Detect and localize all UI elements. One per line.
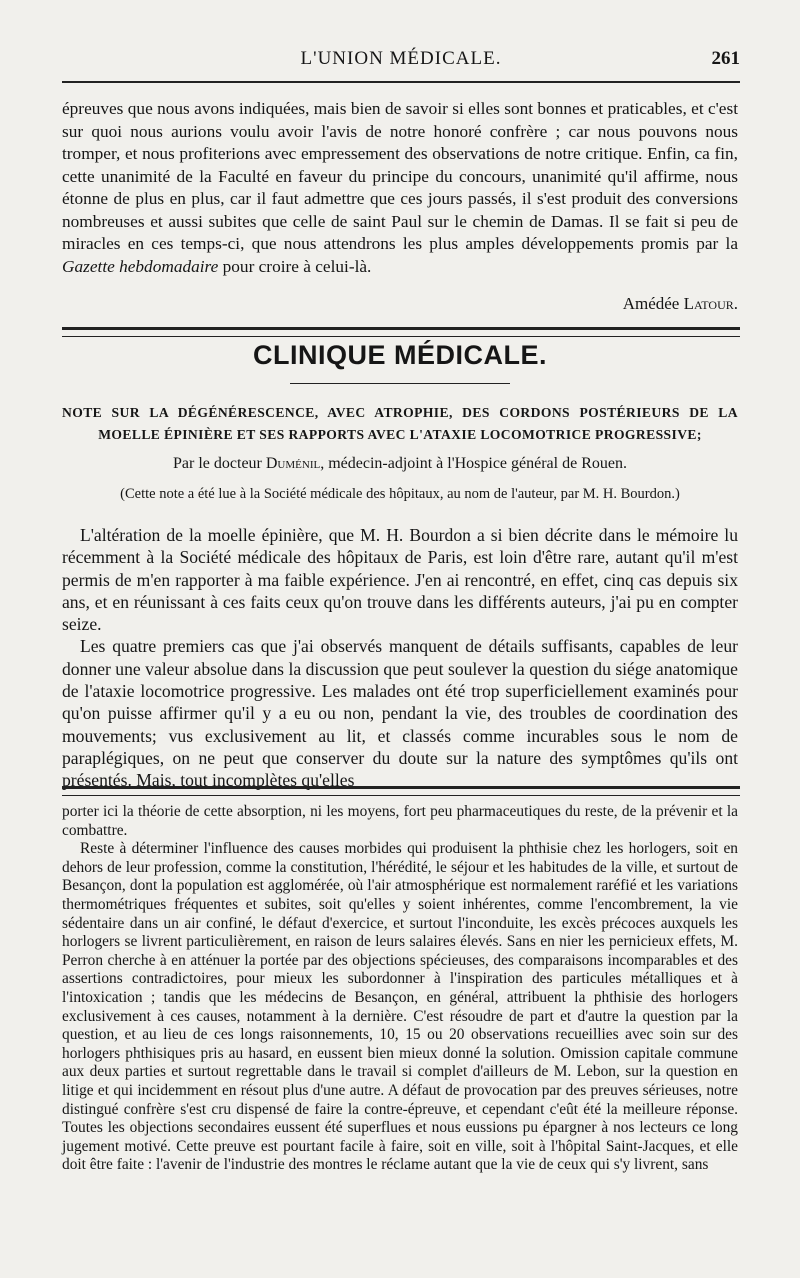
- page-number: 261: [711, 48, 740, 69]
- signature-last-name: Latour.: [683, 294, 738, 313]
- journal-name: Gazette hebdomadaire: [62, 256, 219, 276]
- signature-first-name: Amédée: [622, 294, 680, 313]
- intro-text-start: épreuves que nous avons indiquées, mais bien de savoir si elles sont bonnes et praticables, et c'est sur quoi nous aurions voulu avoir l'avis de notre honoré confrère ; car nous pouvons nous tromper, et nous profiterions avec empressement des observations de notre critique. Enfin, ca fin, cette unanimité de la Faculté en faveur du principe du concours, unanimité qu'il affirme, nous étonne de plus en plus, car il faut admettre que ces jours passés, il s'est produit des conversions nombreuses et aussi subites que celle de saint Paul sur le chemin de Damas. Il se fait si peu de miracles en ces temps-ci, que nous attendrons les plus amples développements promis par la: [62, 99, 738, 253]
- running-head: [62, 48, 740, 74]
- section-title: CLINIQUE MÉDICALE.: [252, 340, 547, 370]
- header-rule: [62, 81, 740, 83]
- byline: [62, 455, 738, 473]
- article-body: [62, 524, 738, 792]
- section-title-underline: [290, 383, 510, 384]
- byline-prefix: Par le docteur: [173, 455, 262, 472]
- signature: [623, 294, 738, 314]
- running-title: L'UNION MÉDICALE.: [300, 48, 502, 69]
- author-name: Duménil,: [265, 455, 325, 472]
- feuilleton-paragraph: Reste à déterminer l'influence des causes morbides qui produisent la phthisie chez les horlogers, soit en dehors de leur profession, comme la constitution, l'hérédité, le séjour et les habitudes de la ville, et surtout de Besançon, dont la population est agglomérée, où l'air atmosphérique est normalement raréfié et les variations thermométriques fréquentes et subites, soit qu'elles y soient inhérentes, comme l'encombrement, la vie sédentaire dans un air confiné, le défaut d'exercice, et surtout l'inconduite, les excès précoces auxquels les horlogers se livrent particulièrement, en raison de leurs salaires élevés. Sans en nier les pernicieux effets, M. Perron cherche à en atténuer la portée par des objections spécieuses, des comparaisons incomparables et des assertions contradictoires, pour mieux les subordonner à l'inspiration des particules métalliques et à l'intoxication ; tandis que les médecins de Besançon, en général, attribuent la phthisie des horlogers exclusivement à ces causes, notamment à la dernière. C'est résoudre de part et d'autre la question par la question, et au lieu de ces longs raisonnements, 10, 15 ou 20 observations recueillies avec soin sur des horlogers phthisiques pris au hasard, en eussent bien mieux donné la solution. Omission capitale commune aux deux parties et surtout regrettable dans le travail si complet d'ailleurs de M. Lebon, sur la question en litige et qui incidemment en résout plus d'une autre. A défaut de provocation par des preuves sérieuses, notre distingué confrère s'est cru dispensé de faire la contre-épreuve, et cependant c'eût été la meilleure réponse. Toutes les objections secondaires eussent été superflues et nous eussions pu épargner à nos lecteurs ce long jugement motivé. Cette preuve est pourtant facile à faire, soit en ville, soit à l'hôpital Saint-Jacques, et elle doit être faite : l'avenir de l'industrie des montres le réclame autant que la vie de ceux qui s'y livrent, sans: [62, 840, 738, 1174]
- section-rule: [62, 327, 740, 337]
- intro-paragraph: [62, 98, 738, 278]
- reading-note: (Cette note a été lue à la Société médicale des hôpitaux, au nom de l'auteur, par M. H. Bourdon.): [120, 486, 680, 502]
- feuilleton-rule: [62, 786, 740, 796]
- feuilleton-paragraph: porter ici la théorie de cette absorption, ni les moyens, fort peu pharmaceutiques du reste, de la prévenir et la combattre.: [62, 803, 738, 839]
- article-paragraph: L'altération de la moelle épinière, que M. H. Bourdon a si bien décrite dans le mémoire lu récemment à la Société médicale des hôpitaux de Paris, est loin d'être rare, autant qu'il m'est permis de m'en rapporter à ma faible expérience. J'en ai rencontré, en effet, cinq cas depuis six ans, et en réunissant à ces faits ceux qu'on trouve dans les différents auteurs, j'ai pu en compter seize.: [62, 525, 738, 635]
- intro-text-end: pour croire à celui-là.: [222, 256, 372, 276]
- article-paragraph: Les quatre premiers cas que j'ai observés manquent de détails suffisants, capables de leur donner une valeur absolue dans la discussion que peut soulever la question du siége anatomique de l'ataxie locomotrice progressive. Les malades ont été trop superficiellement examinés pour qu'on puisse affirmer qu'il y a eu ou non, pendant la vie, des troubles de coordination des mouvements; vus exclusivement au lit, et classés comme incurables sous le nom de paraplégiques, on ne peut que conserver du doute sur la nature des symptômes qu'ils ont présentés. Mais, tout incomplètes qu'elles: [62, 636, 738, 791]
- article-title: NOTE SUR LA DÉGÉNÉRESCENCE, AVEC ATROPHIE, DES CORDONS POSTÉRIEURS DE LA MOELLE ÉPINIÈRE ET SES RAPPORTS AVEC L'ATAXIE LOCOMOTRICE PROGRESSIVE;: [62, 405, 738, 442]
- feuilleton-body: [62, 803, 738, 1175]
- byline-suffix: médecin-adjoint à l'Hospice général de Rouen.: [328, 455, 627, 472]
